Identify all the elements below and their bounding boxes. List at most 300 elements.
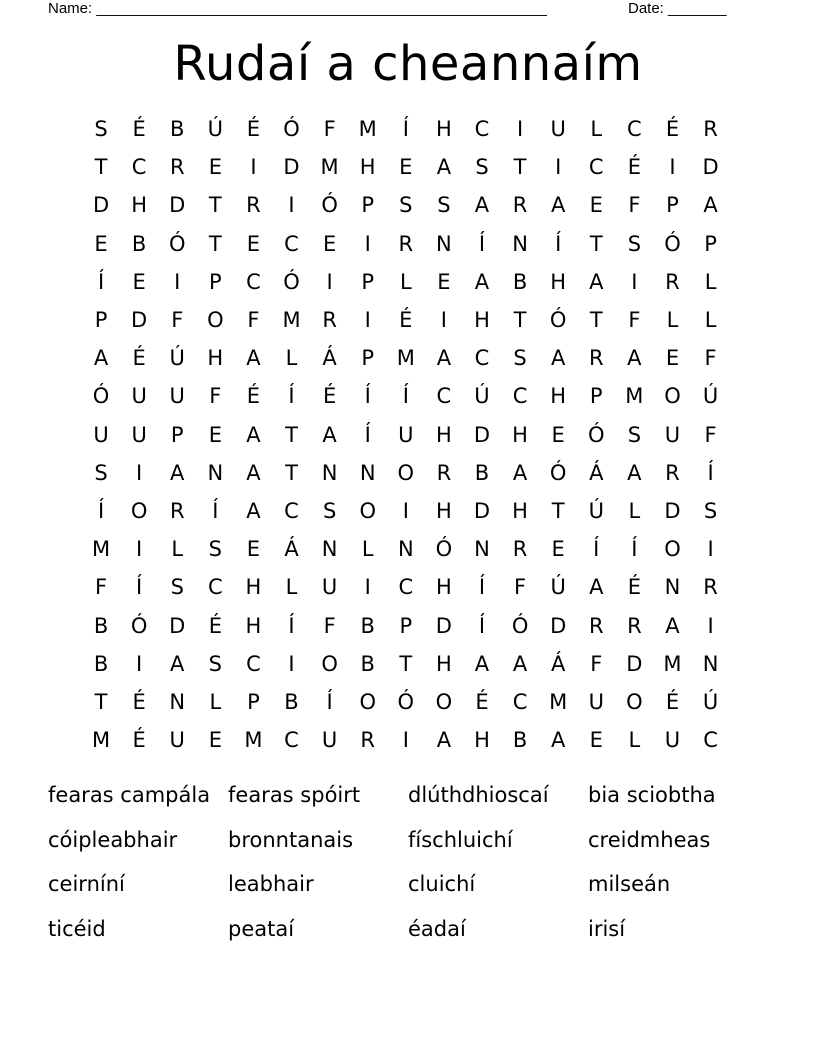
grid-letter: U [321,575,338,600]
grid-letter: O [321,651,338,676]
word-list-item: fearas campála [48,783,211,807]
grid-letter: U [664,422,681,447]
grid-letter: L [704,308,717,333]
grid-letter: L [628,498,641,523]
grid-letter: D [550,613,567,638]
grid-letter: U [321,728,338,753]
grid-letter: A [170,460,185,485]
grid-letter: F [628,193,641,218]
grid-letter: I [402,498,409,523]
grid-letter: F [95,575,108,600]
grid-letter: Ú [169,346,185,371]
grid-letter: L [285,575,298,600]
grid-letter: I [364,575,371,600]
grid-letter: Í [212,498,219,523]
grid-letter: C [131,155,147,180]
grid-letter: H [359,155,376,180]
grid-letter: R [398,231,414,256]
grid-letter: M [91,728,111,753]
grid-letter: I [707,537,714,562]
grid-letter: H [435,651,452,676]
grid-letter: Í [402,117,409,142]
grid-letter: A [550,346,566,371]
grid-letter: H [512,422,528,447]
grid-letter: P [399,613,413,638]
grid-letter: H [512,498,528,523]
grid-letter: I [250,155,257,180]
grid-letter: F [704,346,717,371]
grid-letter: M [663,651,682,676]
grid-letter: S [94,460,108,485]
grid-letter: M [91,537,111,562]
grid-letter: Ó [664,231,681,256]
grid-letter: É [246,384,261,409]
grid-letter: H [435,575,452,600]
grid-letter: C [207,575,223,600]
grid-letter: É [132,346,146,371]
grid-letter: A [246,346,261,371]
grid-letter: N [321,537,338,562]
grid-letter: A [170,651,185,676]
letter-grid [82,110,730,759]
grid-letter: Á [589,460,604,485]
grid-letter: Í [555,231,562,256]
word-list-item: cóipleabhair [48,827,178,852]
grid-letter: É [322,384,337,409]
grid-letter: M [396,346,415,371]
grid-letter: O [130,498,148,523]
grid-letter: U [131,422,147,447]
grid-letter: P [666,193,679,218]
grid-letter: Á [322,346,337,371]
word-list-item: cluichí [408,872,476,897]
grid-letter: B [360,651,375,676]
grid-letter: T [208,231,222,256]
grid-letter: E [665,346,680,371]
word-list-item: creidmheas [588,827,711,852]
grid-letter: É [132,689,146,714]
grid-letter: B [284,689,299,714]
grid-letter: S [475,155,489,180]
grid-letter: B [131,231,147,256]
grid-letter: É [208,613,222,638]
grid-letter: P [361,269,375,294]
grid-letter: U [169,384,185,409]
grid-letter: I [288,651,295,676]
grid-letter: Ó [549,460,567,485]
grid-letter: H [474,728,490,753]
grid-letter: Í [288,384,295,409]
grid-letter: Í [326,689,333,714]
grid-letter: D [473,498,491,523]
grid-letter: Í [402,384,409,409]
grid-letter: D [702,155,719,180]
grid-letter: F [171,308,184,333]
grid-letter: Ó [397,689,415,714]
grid-letter: A [474,193,490,218]
grid-letter: B [512,269,528,294]
grid-letter: O [397,460,415,485]
grid-letter: Ó [435,537,453,562]
grid-letter: O [359,498,376,523]
grid-letter: E [322,231,337,256]
grid-letter: É [627,575,641,600]
grid-letter: Ó [588,422,605,447]
grid-letter: O [664,537,681,562]
grid-letter: A [93,346,109,371]
grid-letter: C [703,728,718,753]
grid-letter: P [208,269,222,294]
grid-letter: B [93,613,109,638]
grid-letter: Í [631,537,638,562]
grid-letter: H [131,193,148,218]
grid-letter: I [669,155,676,180]
grid-letter: A [474,651,490,676]
grid-letter: I [440,308,447,333]
grid-letter: N [474,537,490,562]
grid-letter: L [285,346,298,371]
grid-letter: M [625,384,644,409]
word-list-item: irisí [588,917,626,942]
grid-letter: S [399,193,413,218]
grid-letter: E [208,422,222,447]
grid-letter: L [628,728,641,753]
grid-letter: E [132,269,146,294]
grid-letter: D [92,193,110,218]
grid-letter: S [437,193,451,218]
grid-letter: C [398,575,414,600]
grid-letter: R [512,193,528,218]
grid-letter: N [702,651,719,676]
grid-letter: L [361,537,374,562]
grid-letter: A [474,269,490,294]
grid-letter: M [282,308,301,333]
word-list-item: milseán [588,872,671,897]
grid-letter: B [360,613,375,638]
grid-letter: R [665,460,680,485]
grid-letter: Í [288,613,295,638]
grid-letter: D [283,155,300,180]
grid-letter: S [94,117,108,142]
grid-letter: E [208,155,222,180]
word-list-item: bia sciobtha [588,783,716,807]
word-list-item: fearas spóirt [228,783,361,807]
grid-letter: Ú [702,384,719,409]
grid-letter: Ú [207,117,224,142]
grid-letter: L [399,269,412,294]
name-field-label: Name: ______________________________________________________ [48,0,547,17]
grid-letter: C [436,384,452,409]
grid-letter: T [285,422,298,447]
grid-letter: É [665,689,680,714]
grid-letter: Í [136,575,143,600]
grid-letter: T [513,308,527,333]
grid-letter: C [512,384,528,409]
grid-letter: A [246,422,261,447]
grid-letter: S [513,346,527,371]
grid-letter: C [246,651,261,676]
grid-letter: D [131,308,148,333]
grid-letter: R [436,460,452,485]
grid-letter: É [665,117,680,142]
grid-letter: N [436,231,452,256]
grid-letter: E [246,231,261,256]
grid-letter: A [436,728,452,753]
grid-letter: H [474,308,490,333]
grid-letter: H [550,384,567,409]
grid-letter: É [627,155,641,180]
grid-letter: Í [478,231,486,256]
grid-letter: A [246,460,261,485]
grid-letter: E [246,537,261,562]
grid-letter: T [94,689,108,714]
grid-letter: E [208,728,222,753]
grid-letter: Í [364,422,371,447]
page-title: Rudaí a cheannaím [173,36,643,92]
grid-letter: A [627,346,642,371]
grid-letter: N [169,689,186,714]
grid-letter: O [359,689,376,714]
grid-letter: R [360,728,375,753]
grid-letter: P [361,346,375,371]
grid-letter: R [512,537,528,562]
word-list-item: ticéid [48,917,106,942]
grid-letter: U [131,384,147,409]
grid-letter: B [93,651,109,676]
grid-letter: Ú [588,498,604,523]
grid-letter: D [626,651,643,676]
grid-letter: C [512,689,528,714]
grid-letter: I [364,231,371,256]
grid-letter: N [321,460,338,485]
grid-letter: É [132,728,146,753]
grid-letter: U [588,689,604,714]
grid-letter: Ú [550,575,566,600]
grid-letter: É [475,689,489,714]
grid-letter: S [170,575,184,600]
grid-letter: U [169,728,185,753]
grid-letter: I [136,651,143,676]
grid-letter: A [322,422,337,447]
grid-letter: C [474,346,490,371]
grid-letter: T [551,498,565,523]
grid-letter: F [323,117,336,142]
grid-letter: A [589,575,604,600]
grid-letter: F [209,384,222,409]
grid-letter: A [665,613,680,638]
grid-letter: S [322,498,337,523]
grid-letter: N [359,460,376,485]
grid-letter: Ó [511,613,529,638]
grid-letter: T [399,651,413,676]
grid-letter: Á [284,537,299,562]
grid-letter: R [665,269,680,294]
grid-letter: R [169,498,185,523]
date-field-label: Date: _______ [628,0,727,17]
grid-letter: Ó [283,117,300,142]
grid-letter: A [550,728,566,753]
grid-letter: I [364,308,371,333]
word-list-item: ceirníní [48,872,125,897]
grid-letter: É [132,117,146,142]
grid-letter: Ó [92,384,110,409]
grid-letter: I [288,193,295,218]
grid-letter: A [550,193,566,218]
grid-letter: Ú [702,689,719,714]
grid-letter: S [703,498,718,523]
grid-letter: A [246,498,261,523]
grid-letter: R [588,346,604,371]
grid-letter: I [136,537,143,562]
grid-letter: E [399,155,413,180]
grid-letter: F [323,613,336,638]
grid-letter: U [550,117,566,142]
grid-letter: S [208,537,222,562]
grid-letter: T [589,308,603,333]
grid-letter: D [169,613,186,638]
grid-letter: R [246,193,261,218]
grid-letter: E [94,231,108,256]
grid-letter: H [207,346,224,371]
grid-letter: I [707,613,714,638]
grid-letter: U [93,422,109,447]
word-list-item: éadaí [408,917,466,942]
word-list-item: bronntanais [228,827,354,852]
grid-letter: D [169,193,186,218]
grid-letter: H [550,269,567,294]
grid-letter: U [664,728,681,753]
grid-letter: Ú [474,384,490,409]
grid-letter: E [589,193,603,218]
grid-letter: E [551,537,565,562]
grid-letter: A [436,346,452,371]
grid-letter: Í [364,384,371,409]
grid-letter: R [703,117,718,142]
grid-letter: D [473,422,491,447]
grid-letter: O [207,308,224,333]
grid-letter: T [94,155,108,180]
grid-letter: L [171,537,184,562]
grid-letter: M [320,155,339,180]
grid-letter: I [402,728,409,753]
grid-letter: S [627,231,642,256]
grid-letter: T [285,460,298,485]
grid-letter: D [664,498,681,523]
grid-letter: T [589,231,603,256]
grid-letter: C [246,269,261,294]
word-list-item: leabhair [228,872,314,897]
grid-letter: P [361,193,375,218]
grid-letter: F [704,422,717,447]
grid-letter: N [397,537,414,562]
grid-letter: Í [97,269,105,294]
grid-letter: A [627,460,642,485]
grid-letter: N [664,575,681,600]
grid-letter: H [435,422,452,447]
grid-letter: H [435,498,452,523]
word-list-item: peataí [228,917,295,942]
word-list-item: dlúthdhioscaí [408,783,549,807]
grid-letter: É [399,308,413,333]
grid-letter: A [512,460,528,485]
grid-letter: U [398,422,414,447]
grid-letter: C [627,117,642,142]
grid-letter: T [208,193,222,218]
grid-letter: Í [707,460,714,485]
grid-letter: F [247,308,260,333]
grid-letter: O [664,384,681,409]
grid-letter: E [589,728,603,753]
grid-letter: N [512,231,528,256]
grid-letter: R [322,308,337,333]
grid-letter: I [631,269,638,294]
grid-letter: F [590,651,603,676]
grid-letter: H [435,117,452,142]
grid-letter: Í [97,498,105,523]
grid-letter: I [326,269,333,294]
grid-letter: N [207,460,224,485]
grid-letter: C [284,728,299,753]
grid-letter: Á [550,651,566,676]
grid-letter: P [247,689,260,714]
grid-letter: S [627,422,642,447]
grid-letter: Í [593,537,600,562]
grid-letter: H [245,575,262,600]
grid-letter: C [474,117,490,142]
grid-letter: B [170,117,185,142]
grid-letter: A [436,155,452,180]
grid-letter: A [512,651,528,676]
grid-letter: E [551,422,565,447]
grid-letter: Ó [130,613,148,638]
grid-letter: R [169,155,185,180]
grid-letter: I [174,269,181,294]
grid-letter: M [358,117,377,142]
grid-letter: O [626,689,643,714]
grid-letter: A [589,269,604,294]
grid-letter: L [590,117,603,142]
grid-letter: L [666,308,679,333]
grid-letter: Í [478,613,486,638]
grid-letter: B [474,460,490,485]
grid-letter: Í [478,575,486,600]
grid-letter: R [703,575,718,600]
grid-letter: R [627,613,642,638]
grid-letter: I [555,155,562,180]
grid-letter: Ó [283,269,300,294]
header [48,0,748,20]
grid-letter: É [246,117,261,142]
grid-letter: Ó [321,193,338,218]
grid-letter: L [209,689,222,714]
grid-letter: A [703,193,718,218]
grid-letter: F [514,575,527,600]
grid-letter: P [589,384,603,409]
grid-letter: M [244,728,263,753]
grid-letter: S [208,651,222,676]
grid-letter: E [437,269,451,294]
grid-letter: P [170,422,184,447]
grid-letter: L [704,269,717,294]
word-list [48,776,768,955]
grid-letter: H [245,613,262,638]
grid-letter: O [435,689,453,714]
grid-letter: M [549,689,568,714]
grid-letter: I [136,460,143,485]
grid-letter: B [512,728,528,753]
grid-letter: C [284,231,299,256]
grid-letter: Ó [549,308,567,333]
